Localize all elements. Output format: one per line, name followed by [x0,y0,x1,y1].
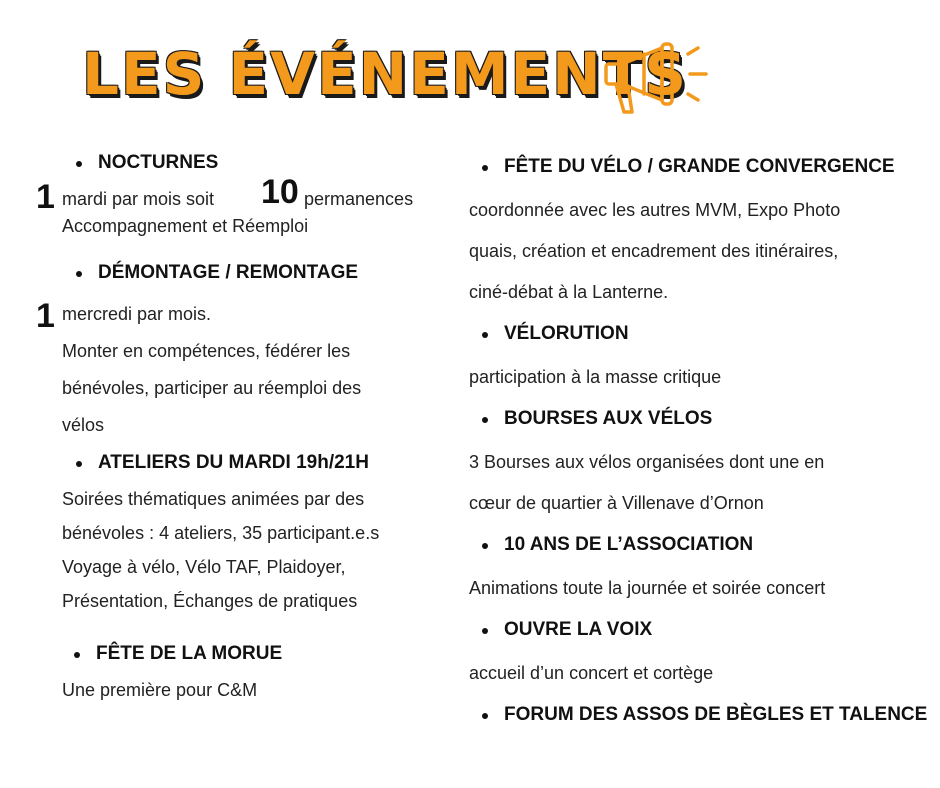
velorution-title: VÉLORUTION [504,323,629,344]
fete-velo-title: FÊTE DU VÉLO / GRANDE CONVERGENCE [504,156,895,177]
morue-title: FÊTE DE LA MORUE [96,643,283,664]
demontage-number: 1 [36,297,55,335]
dix-ans-line: Animations toute la journée et soirée concert [469,578,826,598]
megaphone-icon [600,40,720,120]
nocturnes-text-3: Accompagnement et Réemploi [62,216,309,236]
velorution-line: participation à la masse critique [469,367,722,387]
nocturnes-text-1: mardi par mois soit [62,189,215,209]
bourses-title: BOURSES AUX VÉLOS [504,408,713,429]
ateliers-title: ATELIERS DU MARDI 19h/21H [98,452,369,473]
bourses-line: cœur de quartier à Villenave d’Ornon [469,493,764,513]
ateliers-line: Présentation, Échanges de pratiques [62,591,358,611]
forum-title: FORUM DES ASSOS DE BÈGLES ET TALENCE [504,704,928,725]
demontage-line: Monter en compétences, fédérer les [62,341,351,361]
ateliers-line: Soirées thématiques animées par des [62,489,365,509]
fete-velo-line: coordonnée avec les autres MVM, Expo Photo [469,200,841,220]
ouvre-title: OUVRE LA VOIX [504,619,653,640]
morue-line: Une première pour C&M [62,680,258,700]
fete-velo-line: quais, création et encadrement des itinéraires, [469,241,839,261]
nocturnes-text-2: permanences [304,189,414,209]
bourses-line: 3 Bourses aux vélos organisées dont une en [469,452,825,472]
page-title: LES ÉVÉNEMENTS [82,40,689,108]
ateliers-line: Voyage à vélo, Vélo TAF, Plaidoyer, [62,557,346,577]
fete-velo-line: ciné-débat à la Lanterne. [469,282,669,302]
demontage-title: DÉMONTAGE / REMONTAGE [98,262,359,283]
ateliers-line: bénévoles : 4 ateliers, 35 participant.e.s [62,523,380,543]
ouvre-line: accueil d’un concert et cortège [469,663,714,683]
demontage-line: vélos [62,415,105,435]
nocturnes-title: NOCTURNES [98,152,219,173]
nocturnes-number-1: 1 [36,178,55,216]
demontage-line: bénévoles, participer au réemploi des [62,378,362,398]
dix-ans-title: 10 ANS DE L’ASSOCIATION [504,534,754,555]
demontage-line: mercredi par mois. [62,304,212,324]
nocturnes-number-2: 10 [261,173,299,211]
